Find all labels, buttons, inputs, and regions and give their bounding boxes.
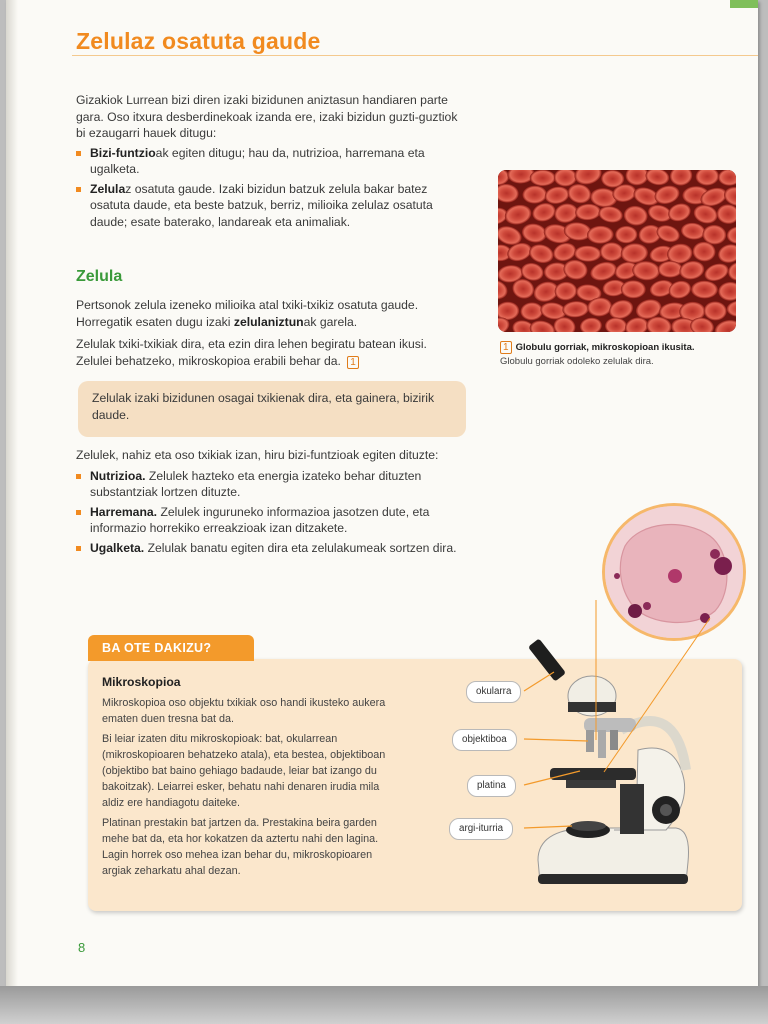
label-objective: objektiboa [452,729,517,751]
caption-bold: Globulu gorriak, mikroskopioan ikusita. [515,342,695,353]
textbook-page [6,0,758,990]
text-end: ak garela. [303,314,358,329]
function-text: Zelulek inguruneko informazioa jasotzen dute, eta informazio horrekiko erreakzioak izan ditzakete. [90,504,430,535]
caption-text: Globulu gorriak odoleko zelulak dira. [500,355,654,367]
did-you-know-tab: BA OTE DAKIZU? [88,635,254,661]
infobox-paragraph-3: Platinan prestakin bat jartzen da. Prestakina beira garden mehe bat da, eta hor kokatzen da aztertu nahi den lagina. Lagin horrek oso mehea izan behar du, mikroskopioaren argiak zeharkatu ahal dezan. [102,817,379,877]
infobox-title: Mikroskopioa [102,675,181,689]
figure-reference[interactable]: 1 [347,356,359,369]
key-idea-box: Zelulak izaki bizidunen osagai txikienak dira, eta gainera, bizirik daude. [78,381,466,437]
function-text: Zelulak banatu egiten dira eta zelulakumeak sortzen dira. [144,540,457,555]
function-name: Ugalketa. [90,540,145,555]
label-stage: platina [467,775,516,797]
page-number: 8 [78,940,86,955]
bullet-text: ak egiten ditugu; hau da, nutrizioa, harremana eta ugalketa. [90,145,425,176]
section-heading: Zelula [76,268,123,285]
label-light-source: argi-iturria [449,818,513,840]
function-text: Zelulek hazteko eta energia izateko behar dituzten substantziak lortzen dituzte. [90,468,422,499]
intro-paragraph: Gizakiok Lurrean bizi diren izaki bizidunen aniztasun handiaren parte gara. Oso itxura desberdinekoak izanda ere, izaki bizidun guzti-guztiok bi ezaugarri hauek ditugu: [76,93,458,140]
figure-number: 1 [500,341,512,354]
bullet-bold: Bizi-funtzio [90,145,156,160]
infobox-paragraph-1: Mikroskopioa oso objektu txikiak oso handi ikusteko aukera ematen duen tresna bat da. [102,697,386,725]
page-title: Zelulaz osatuta gaude [76,28,321,54]
functions-intro: Zelulek, nahiz eta oso txikiak izan, hiru bizi-funtzioak egiten dituzte: [76,448,439,462]
label-eyepiece: okularra [466,681,521,703]
callout-lines [6,0,758,990]
text-start: Pertsonok zelula izeneko milioika atal txiki-txikiz osatuta gaude. Horregatik esaten dugu izaki [76,298,419,329]
text: Zelulak txiki-txikiak dira, eta ezin dira lehen begiratu batean ikusi. Zelulei behatzeko, mikroskopioa erabili behar da. [76,337,427,368]
infobox-paragraph-2: Bi leiar izaten ditu mikroskopioak: bat, okularrean (mikroskopioaren behatzeko atala), eta bestea, objektiboan (objektibo bat baino gehiago badaude, leiar bat izango du bakoitzak). Leiarrei esker, behatu nahi denaren irudia mila aldiz ere handiagotu daiteke. [102,733,386,809]
function-name: Harremana. [90,504,158,519]
scanner-edge [0,986,768,1024]
function-name: Nutrizioa. [90,468,146,483]
text-bold: zelulaniztun [233,314,304,329]
bullet-text: z osatuta gaude. Izaki bizidun batzuk zelula bakar batez osatuta daude, eta beste batzuk, berriz, milioika zelulaz osatuta daude; esate baterako, landareak eta animaliak. [90,181,433,229]
bullet-bold: Zelula [90,181,126,196]
